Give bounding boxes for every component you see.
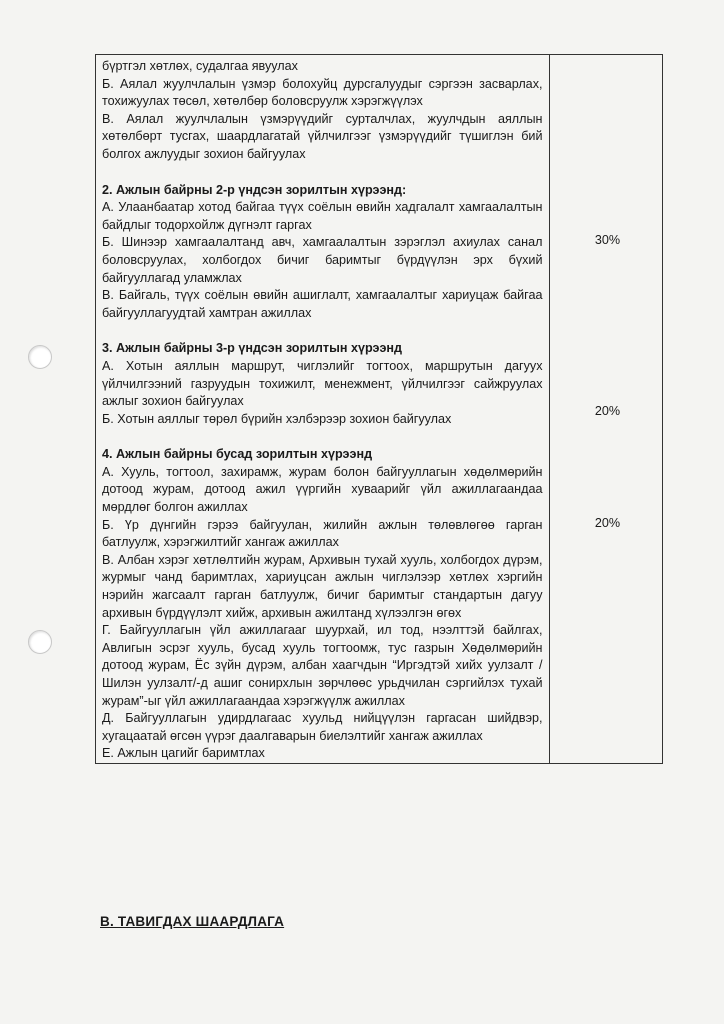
punch-hole (28, 630, 52, 654)
percent-cell (549, 55, 663, 764)
section-title: 4. Ажлын байрны бусад зорилтын хүрээнд (102, 447, 373, 462)
section-percent: 30% (594, 233, 621, 247)
section-item: Б. Хотын аяллыг төрөл бүрийн хэлбэрээр зохион байгуулах (102, 411, 452, 426)
section-title: 2. Ажлын байрны 2-р үндсэн зорилтын хүрээнд: (102, 182, 407, 197)
section-item: А. Хууль, тогтоол, захирамж, журам болон байгууллагын хөдөлмөрийн дотоод журам, дотоод ажил үүргийн хуваарийг үйл ажиллагаандаа мөрдлөг болгон ажиллах (102, 464, 543, 515)
intro-line: В. Аялал жуулчлалын үзмэрүүдийг сурталчлах, жуулчдын аяллын хөтөлбөрт тусгах, шаардлагатай үйлчилгээг үзмэрүүдийг түшиглэн бий болгох ажлуудыг зохион байгуулах (102, 111, 543, 161)
section-percent: 20% (594, 516, 621, 530)
duties-cell (96, 55, 550, 764)
section-item: Б. Үр дүнгийн гэрээ байгуулан, жилийн ажлын төлөвлөгөө гарган батлуулж, хэрэгжилтийг хангаж ажиллах (102, 517, 543, 550)
section-item: Д. Байгууллагын удирдлагаас хуульд нийцүүлэн гаргасан шийдвэр, хугацаатай өгсөн үүрэг даалгаварын биелэлтийг хангаж ажиллах (102, 711, 543, 743)
section-item: Б. Шинээр хамгаалалтанд авч, хамгаалалтын зэрэглэл ахиулах санал боловсруулах, холбогдох бичиг баримтыг бүрдүүлэн эрх бүхий байгууллагад уламжлах (102, 235, 543, 285)
section-title: 3. Ажлын байрны 3-р үндсэн зорилтын хүрээнд (102, 341, 403, 356)
intro-line: Б. Аялал жуулчлалын үзмэр болохуйц дурсгалуудыг сэргээн засварлах, тохижуулах төсөл, хөтөлбөр боловсруулж хэрэгжүүлэх (102, 76, 543, 109)
punch-hole (28, 345, 52, 369)
section-heading: В. ТАВИГДАХ ШААРДЛАГА (100, 914, 285, 929)
section-item: Г. Байгууллагын үйл ажиллагааг шуурхай, ил тод, нээлттэй байлгах, Авлигын эсрэг хууль, бусад хууль тогтоомж, тус газрын Хөдөлмөрийн дотоод журам, Ёс зүйн дүрэм, албан хаагчдын “Иргэдтэй хийх уулзалт /Шилэн уулзалт/-д ашиг сонирхлын зөрчлөөс урьдчилан сэргийлэх тухай журам”-ыг үйл ажиллагаандаа хэрэгжүүлж ажиллах (102, 623, 543, 708)
duties-table (95, 54, 663, 764)
section-item: В. Байгаль, түүх соёлын өвийн ашиглалт, хамгаалалтыг хариуцаж байгаа байгууллагуудтай хамтран ажиллах (102, 288, 543, 320)
section-item: Е. Ажлын цагийг баримтлах (102, 746, 265, 761)
intro-line: бүртгэл хөтлөх, судалгаа явуулах (102, 59, 298, 73)
section-item: А. Хотын аяллын маршрут, чиглэлийг тогтоох, маршрутын дагуух үйлчилгээний газруудын тохижилт, менежмент, үйлчилгээг сайжруулах ажлыг зохион байгуулах (102, 358, 543, 409)
section-item: А. Улаанбаатар хотод байгаа түүх соёлын өвийн хадгалалт хамгаалалтын байдлыг тодорхойлж дүгнэлт гаргах (102, 200, 543, 232)
section-item: В. Албан хэрэг хөтлөлтийн журам, Архивын тухай хууль, холбогдох дүрэм, журмыг чанд баримтлах, хариуцсан ажлын чиглэлээр хөтлөх хэргийн нэрийн жагсаалт гарган батлуулж, бичиг баримтыг стандартын дагуу архивын бүрдүүлэлт хийж, архивын ажилтанд хүлээлгэн өгөх (102, 552, 543, 620)
section-percent: 20% (594, 404, 621, 418)
